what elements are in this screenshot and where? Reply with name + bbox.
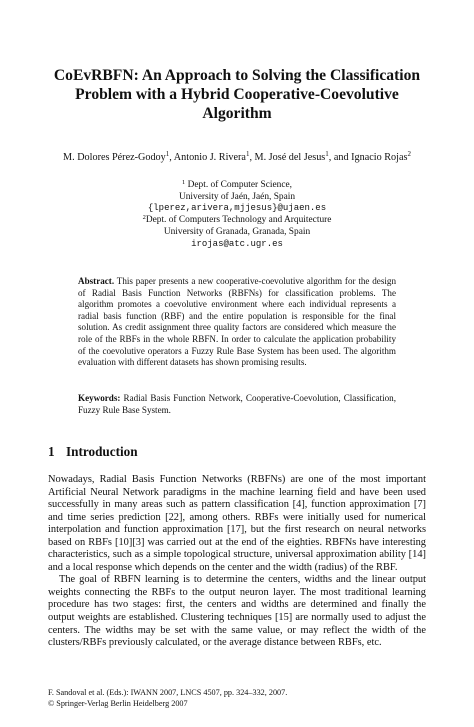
affiliation-1-university: University of Jaén, Jaén, Spain	[178, 191, 296, 202]
author-affiliation-mark: 1	[245, 150, 250, 158]
paper-title	[30, 66, 444, 123]
affiliation-2-dept-line	[60, 215, 414, 227]
author-affiliation-mark: 1	[165, 150, 170, 158]
citation-line: F. Sandoval et al. (Eds.): IWANN 2007, LNCS 4507, pp. 324–332, 2007.	[48, 688, 288, 697]
section-number: 1	[48, 444, 55, 459]
abstract-text: This paper presents a new cooperative-coevolutive algorithm for the design of Radial Basis Function Networks (RBFNs) for classification problems. The algorithm promotes a coevolutive environment where each individual represents a radial basis function (RBF) and the entire population is responsible for the final solution. As credit assignment three quality factors are considered which measure the role of the RBFs in the whole RBFN. In order to calculate the application probability of the coevolutive operators a Fuzzy Rule Base System has been used. The algorithm evaluation with different datasets has shown promising results.	[78, 276, 396, 368]
author-name: Antonio J. Rivera	[173, 152, 246, 163]
affiliation-mark: 2	[142, 214, 146, 222]
affiliation-2-email: irojas@atc.ugr.es	[191, 238, 283, 249]
section-body	[48, 474, 426, 650]
keywords-label: Keywords:	[78, 393, 121, 403]
author-separator: ,	[169, 152, 174, 163]
abstract-label: Abstract.	[78, 276, 115, 286]
affiliation-1-email: {lperez,arivera,mjjesus}@ujaen.es	[147, 203, 327, 214]
author-name: M. José del Jesus	[254, 152, 326, 163]
section-heading	[48, 444, 138, 460]
keywords-text: Radial Basis Function Network, Cooperative-Coevolution, Classification, Fuzzy Rule Base System.	[78, 393, 396, 415]
affiliation-1-dept-line	[60, 180, 414, 192]
title-line-1: CoEvRBFN: An Approach to Solving the Classification	[53, 67, 421, 84]
affiliation-2-university: University of Granada, Granada, Spain	[163, 226, 311, 237]
abstract	[78, 276, 396, 369]
title-line-3: Algorithm	[202, 105, 272, 122]
author-name: Ignacio Rojas	[351, 152, 408, 163]
author-separator: ,	[249, 152, 255, 163]
author-name: M. Dolores Pérez-Godoy	[63, 152, 166, 163]
author-list	[20, 151, 454, 164]
body-paragraph: The goal of RBFN learning is to determine the centers, widths and the linear output weights connecting the RBFs to the output neuron layer. The most traditional learning procedure has two stages: first, the centers and widths are determined and finally the output weights are established. Clustering techniques [15] are normally used to adjust the centers. The widths may be set with the same value, or may reflect the width of the clusters/RBFs previously calculated, or the average distance between RBFs, etc.	[48, 574, 426, 649]
affiliation-dept: Dept. of Computer Science,	[187, 180, 292, 190]
affiliation-mark: 1	[182, 179, 186, 186]
author-affiliation-mark: 2	[407, 150, 411, 158]
section-title: Introduction	[66, 444, 138, 459]
affiliation-dept: Dept. of Computers Technology and Arquitecture	[145, 215, 332, 226]
author-separator: , and	[328, 152, 352, 163]
page-footer	[48, 688, 287, 709]
copyright-line: © Springer-Verlag Berlin Heidelberg 2007	[48, 698, 188, 708]
keywords	[78, 393, 396, 416]
author-affiliation-mark: 1	[325, 150, 329, 158]
title-line-2: Problem with a Hybrid Cooperative-Coevolutive	[75, 86, 399, 103]
affiliations	[60, 180, 414, 250]
body-paragraph: Nowadays, Radial Basis Function Networks (RBFNs) are one of the most important Artificial Neural Network paradigms in the machine learning field and have been used successfully in many areas such as pattern classification [4], function approximation [7] and time series prediction [22], among others. RBFs were initially used for numerical interpolation and function approximation [17], but the first research on neural networks based on RBFs [10][3] was carried out at the end of the eighties. RBFNs have interesting characteristics, such as a simple topological structure, universal approximation ability [14] and a local response which depends on the center and the width (radius) of the RBF.	[48, 474, 426, 573]
